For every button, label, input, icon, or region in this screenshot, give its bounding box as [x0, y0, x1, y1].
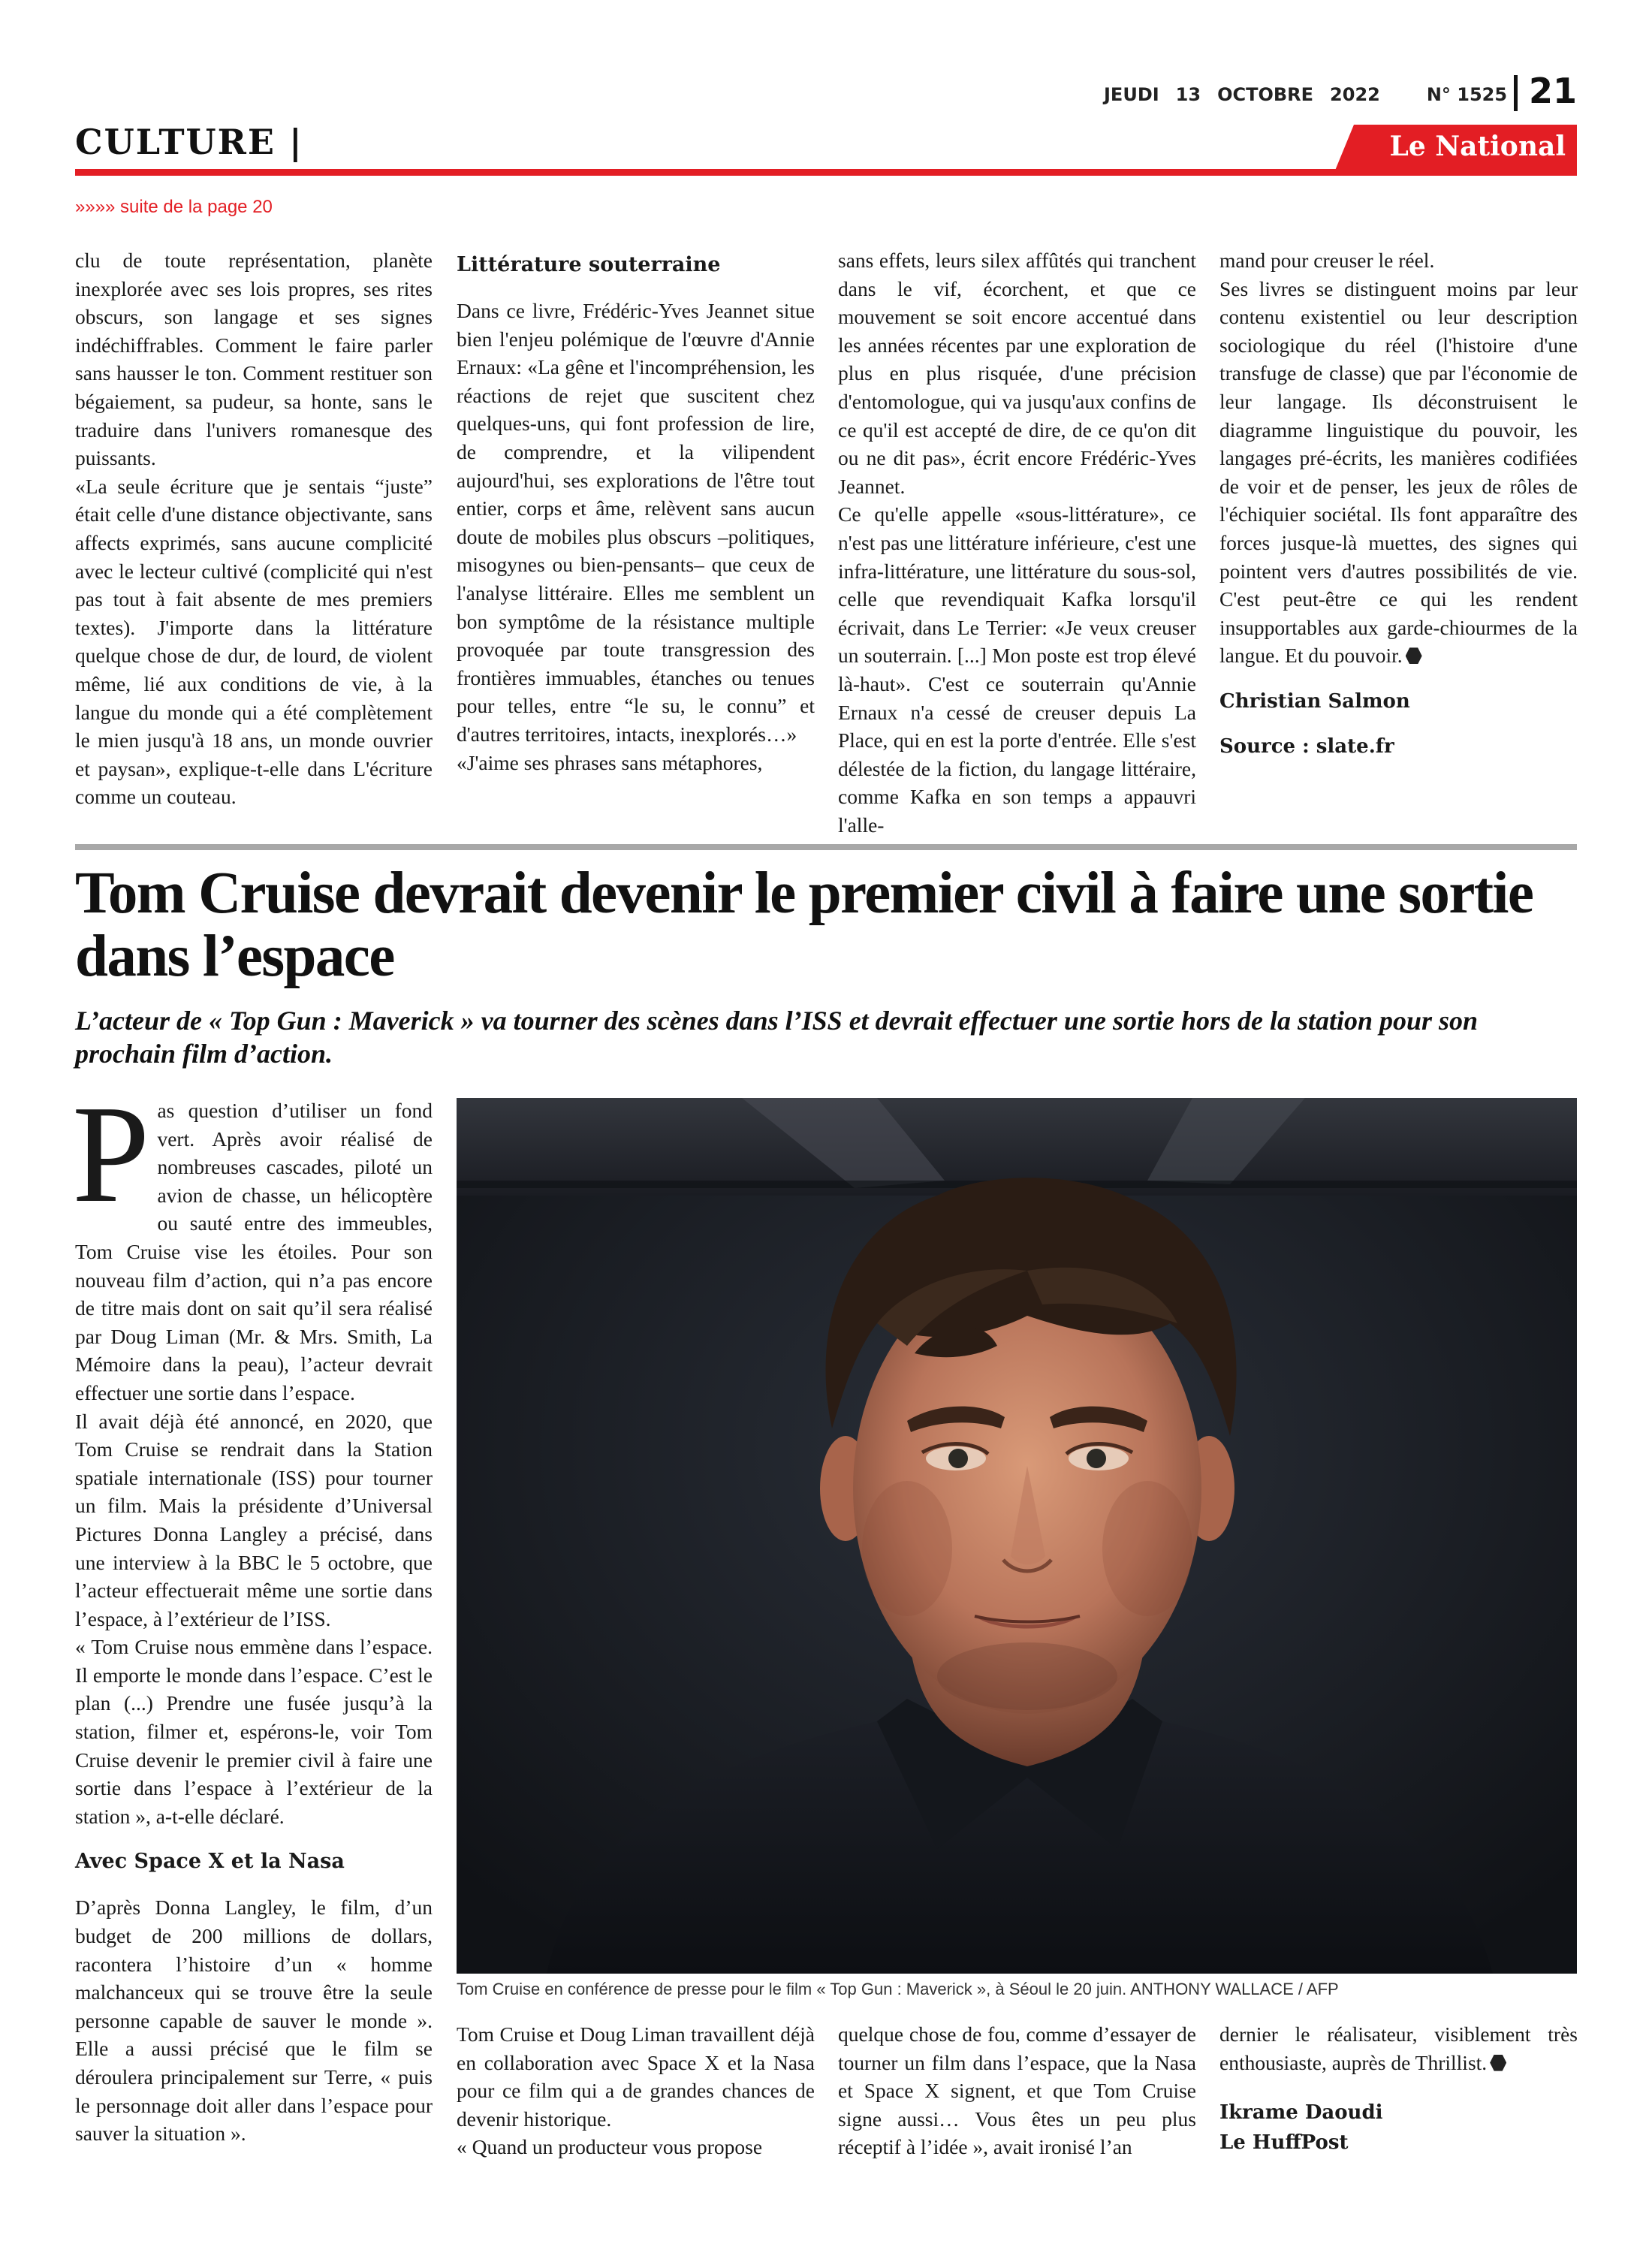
paragraph [1219, 2020, 1578, 2077]
paragraph: D’après Donna Langley, le film, d’un budget de 200 millions de dollars, racontera l’histoire d’un « homme malchanceux qui se trouve être la seule personne capable de sauver le monde ». Elle a aussi précisé que le film se déroulera principalement sur Terre, « puis le personnage doit aller dans l’espace pour sauver la situation ». [75, 1896, 433, 2146]
end-of-article-icon [1490, 2055, 1506, 2071]
main-article-column-3 [838, 2020, 1196, 2161]
paragraph: quelque chose de fou, comme d’essayer de tourner un film dans l’espace, que la Nasa et Space X signent, et que Tom Cruise signe aussi… Vous êtes un peu plus réceptif à l’idée », avait ironisé l’an [838, 2022, 1196, 2159]
issue-day: JEUDI [1104, 84, 1159, 105]
paragraph: « Tom Cruise nous emmène dans l’espace. Il emporte le monde dans l’espace. C’est le plan (...) Prendre une fusée jusqu’à la station, filmer et, espérons-le, voir Tom Cruise devenir le premier civil à faire une sortie dans l’espace à l’extérieur de la station », a-t-elle déclaré. [75, 1635, 433, 1828]
end-of-article-icon [1406, 647, 1422, 664]
section-title: CULTURE | [75, 122, 303, 162]
top-article-column-2 [457, 252, 815, 777]
top-article-column-3 [838, 246, 1196, 839]
paragraph: Dans ce livre, Frédéric-Yves Jeannet situe bien l'enjeu polémique de l'œuvre d'Annie Ernaux: «La gêne et l'incompréhension, les réactions de rejet que suscitent chez quelques-uns, qui font profession de lire, de comprendre, et la vilipendent aujourd'hui, ses explorations de l'être tout entier, corps et âme, relèvent sans aucun doute de mobiles plus obscurs –politiques, misogynes ou bien-pensants– que ceux de l'analyse littéraire. Elles me semblent un bon symptôme de la résistance multiple provoquée par toute transgression des frontières immuables, étanches ou tenues pour telles, entre “le su, le connu” et d'autres territoires, intacts, inexplorés…» [457, 299, 815, 746]
issue-date-line [1104, 84, 1508, 105]
photo-caption: Tom Cruise en conférence de presse pour le film « Top Gun : Maverick », à Séoul le 20 juin. ANTHONY WALLACE / AFP [457, 1980, 1339, 1998]
paragraph: Tom Cruise et Doug Liman travaillent déjà en collaboration avec Space X et la Nasa pour ce film qui a de grandes chances de devenir historique. [457, 2022, 815, 2131]
lead-text: as question d’utiliser un fond vert. Après avoir réalisé de nombreuses cascades, piloté un avion de chasse, un hélicoptère ou sauté entre des immeubles, Tom Cruise vise les étoiles. Pour son nouveau film d’action, qui n’a pas encore de titre mais dont on sait qu’il sera réalisé par Doug Liman (Mr. & Mrs. Smith, La Mémoire dans la peau), l’acteur devrait effectuer une sortie dans l’espace. [75, 1099, 433, 1404]
paragraph: clu de toute représentation, planète inexplorée avec ses lois propres, ses rites obscurs, son langage et ses signes indéchiffrables. Comment le faire parler sans hausser le ton. Comment restituer son bégaiement, sa pudeur, sa honte, sans le traduire dans l'univers romanesque des puissants. [75, 249, 433, 470]
lead-paragraph [72, 1077, 433, 1407]
newspaper-name: Le National [1389, 131, 1566, 162]
article-standfirst: L’acteur de « Top Gun : Maverick » va tourner des scènes dans l’ISS et devrait effectuer une sortie hors de la station pour son prochain film d’action. [75, 1006, 1479, 1069]
page-number: 21 [1529, 71, 1578, 111]
paragraph: « Quand un producteur vous propose [457, 2135, 763, 2159]
continued-from-label: »»»» suite de la page 20 [75, 197, 273, 217]
paragraph-text: dernier le réalisateur, visiblement très enthousiaste, auprès de Thrillist. [1219, 2022, 1578, 2074]
main-article-column-2 [457, 2020, 815, 2161]
portrait-illustration [457, 1098, 1577, 1974]
drop-cap: P [72, 1077, 150, 1232]
subheading: Littérature souterraine [457, 253, 721, 276]
issue-number: N° 1525 [1426, 84, 1508, 105]
page-number-divider [1514, 75, 1518, 111]
main-article-column-1 [72, 1077, 433, 2148]
paragraph-text: Ses livres se distinguent moins par leur contenu existentiel ou leur description sociologique du réel (l'histoire d'une transfuge de classe) que par l'économie de leur langage. Ils déconstruisent le diagramme linguistique du pouvoir, les langages pré-écrits, les manières codifiées de voir et de penser, les jeux de rôles de l'échiquier sociétal. Ils font apparaître des forces jusque-là muettes, des signes qui pointent vers d'autres possibilités de vie. C'est peut-être ce qui les rendent insupportables aux garde-chiourmes de la langue. Et du pouvoir. [1219, 276, 1578, 668]
issue-month: OCTOBRE [1217, 84, 1314, 105]
paragraph: «La seule écriture que je sentais “juste” était celle d'une distance objectivante, sans affects exprimés, sans aucune complicité avec le lecteur cultivé (complicité qui n'est pas tout à fait absente de mes premiers textes). J'importe dans la littérature quelque chose de dur, de lourd, de violent même, lié aux conditions de vie, à la langue du monde qui a été complètement le mien jusqu'à 18 ans, un monde ouvrier et paysan», explique-t-elle dans L'écriture comme un couteau. [75, 474, 433, 809]
paragraph: Ce qu'elle appelle «sous-littérature», ce n'est pas une littérature inférieure, c'est une infra-littérature, une littérature du sous-sol, celle que revendiquait Kafka lorsqu'il écrivait, dans Le Terrier: «Je veux creuser un souterrain. [...] Mon poste est trop élevé là-haut». C'est ce souterrain qu'Annie Ernaux n'a cessé de creuser depuis La Place, qui en est la porte d'entrée. Elle s'est délestée de la fiction, du langage littéraire, comme Kafka en son temps a appauvri l'alle- [838, 502, 1196, 837]
top-article-column-4 [1219, 246, 1578, 762]
issue-year: 2022 [1330, 84, 1380, 105]
author-byline: Christian Salmon [1219, 689, 1410, 713]
top-article-column-1 [75, 246, 433, 811]
paragraph [1219, 275, 1578, 670]
paragraph: sans effets, leurs silex affûtés qui tranchent dans le vif, écorchent, et que ce mouvement se soit encore accentué dans les années récentes par une exploration de plus en plus risquée, d'une précision d'entomologue, qui va jusqu'aux confins de ce qu'il est accepté de dire, de ce qu'on dit ou ne dit pas», écrit encore Frédéric-Yves Jeannet. [838, 249, 1196, 498]
subheading: Avec Space X et la Nasa [75, 1850, 345, 1874]
source-credit: Source : slate.fr [1219, 734, 1394, 758]
header-rule [75, 169, 1577, 176]
author-byline: Ikrame Daoudi [1219, 2101, 1383, 2125]
paragraph: Il avait déjà été annoncé, en 2020, que Tom Cruise se rendrait dans la Station spatiale internationale (ISS) pour tourner un film. Mais la présidente d’Universal Pictures Donna Langley a précisé, dans une interview à la BBC le 5 octobre, que l’acteur effectuerait même une sortie dans l’espace, à l’extérieur de l’ISS. [75, 1409, 433, 1630]
paragraph: «J'aime ses phrases sans métaphores, [457, 750, 763, 774]
article-divider [75, 844, 1577, 850]
article-headline: Tom Cruise devrait devenir le premier civil à faire une sortie dans l’espace [75, 861, 1533, 989]
publication-credit: Le HuffPost [1219, 2131, 1349, 2155]
article-photo [457, 1098, 1577, 1974]
main-article-column-4 [1219, 2020, 1578, 2158]
issue-date-number: 13 [1175, 84, 1201, 105]
paragraph: mand pour creuser le réel. [1219, 249, 1435, 272]
